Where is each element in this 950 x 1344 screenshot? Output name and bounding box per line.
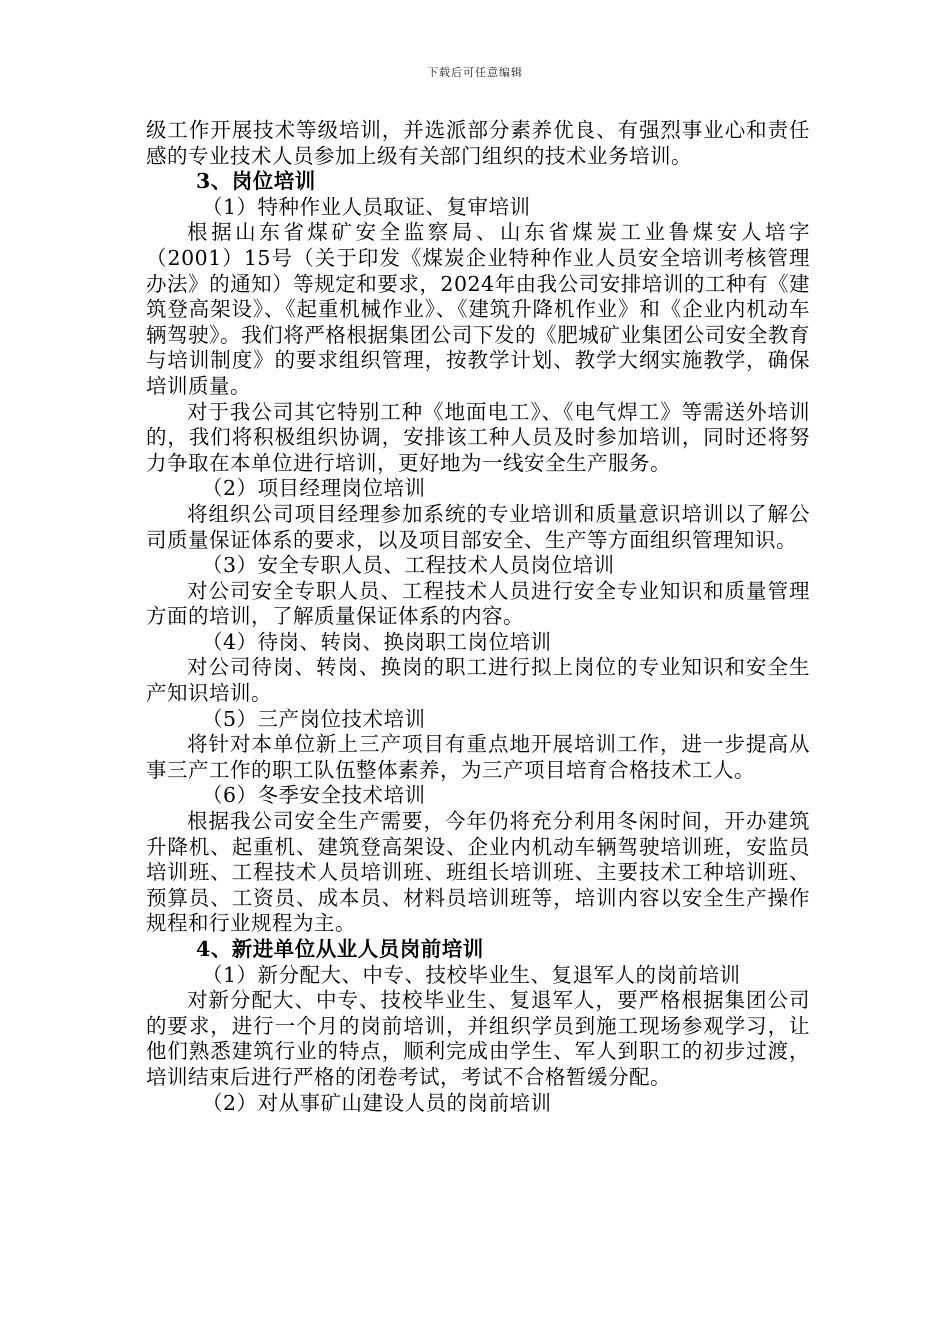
subheading-4-1: （1）新分配大、中专、技校毕业生、复退军人的岗前培训 (202, 962, 741, 987)
paragraph: 对于我公司其它特别工种《地面电工》、《电气焊工》等需送外培训的，我们将积极组织协调，安排该工种人员及时参加培训，同时还将努力争取在本单位进行培训，更好地为一线安全生产服务。 (146, 399, 810, 475)
paragraph: 将组织公司项目经理参加系统的专业培训和质量意识培训以了解公司质量保证体系的要求，以及项目部安全、生产等方面组织管理知识。 (146, 501, 810, 552)
document-body (146, 118, 810, 1116)
subheading-3-2: （2）项目经理岗位培训 (202, 476, 426, 501)
subheading-3-4: （4）待岗、转岗、换岗职工岗位培训 (202, 629, 552, 654)
paragraph: 对公司安全专职人员、工程技术人员进行安全专业知识和质量管理方面的培训，了解质量保证体系的内容。 (146, 578, 810, 629)
section-heading-3: 3、岗位培训 (196, 169, 316, 194)
subheading-4-2: （2）对从事矿山建设人员的岗前培训 (202, 1090, 552, 1115)
paragraph: 对新分配大、中专、技校毕业生、复退军人，要严格根据集团公司的要求，进行一个月的岗前培训，并组织学员到施工现场参观学习，让他们熟悉建筑行业的特点，顺利完成由学生、军人到职工的初步过渡，培训结束后进行严格的闭卷考试，考试不合格暂缓分配。 (146, 988, 810, 1089)
section-heading-4: 4、新进单位从业人员岗前培训 (196, 937, 484, 961)
paragraph: 根据我公司安全生产需要，今年仍将充分利用冬闲时间，开办建筑升降机、起重机、建筑登高架设、企业内机动车辆驾驶培训班，安监员培训班、工程技术人员培训班、班组长培训班、主要技术工种培训班、预算员、工资员、成本员、材料员培训班等，培训内容以安全生产操作规程和行业规程为主。 (146, 809, 810, 936)
subheading-3-6: （6）冬季安全技术培训 (202, 783, 426, 808)
paragraph: 根据山东省煤矿安全监察局、山东省煤炭工业鲁煤安人培字（2001）15号（关于印发《煤炭企业特种作业人员安全培训考核管理办法》的通知）等规定和要求，2024年由我公司安排培训的工种有《建筑登高架设》、《起重机械作业》、《建筑升降机作业》和《企业内机动车辆驾驶》。我们将严格根据集团公司下发的《肥城矿业集团公司安全教育与培训制度》的要求组织管理，按教学计划、教学大纲实施教学，确保培训质量。 (146, 220, 810, 398)
paragraph: 将针对本单位新上三产项目有重点地开展培训工作，进一步提高从事三产工作的职工队伍整体素养，为三产项目培育合格技术工人。 (146, 732, 810, 782)
subheading-3-3: （3）安全专职人员、工程技术人员岗位培训 (202, 553, 615, 578)
paragraph-continued: 级工作开展技术等级培训，并选派部分素养优良、有强烈事业心和责任感的专业技术人员参加上级有关部门组织的技术业务培训。 (146, 118, 810, 168)
page-header: 下载后可任意编辑 (427, 66, 523, 79)
subheading-3-1: （1）特种作业人员取证、复审培训 (202, 194, 531, 219)
subheading-3-5: （5）三产岗位技术培训 (202, 706, 426, 731)
paragraph: 对公司待岗、转岗、换岗的职工进行拟上岗位的专业知识和安全生产知识培训。 (146, 655, 810, 706)
